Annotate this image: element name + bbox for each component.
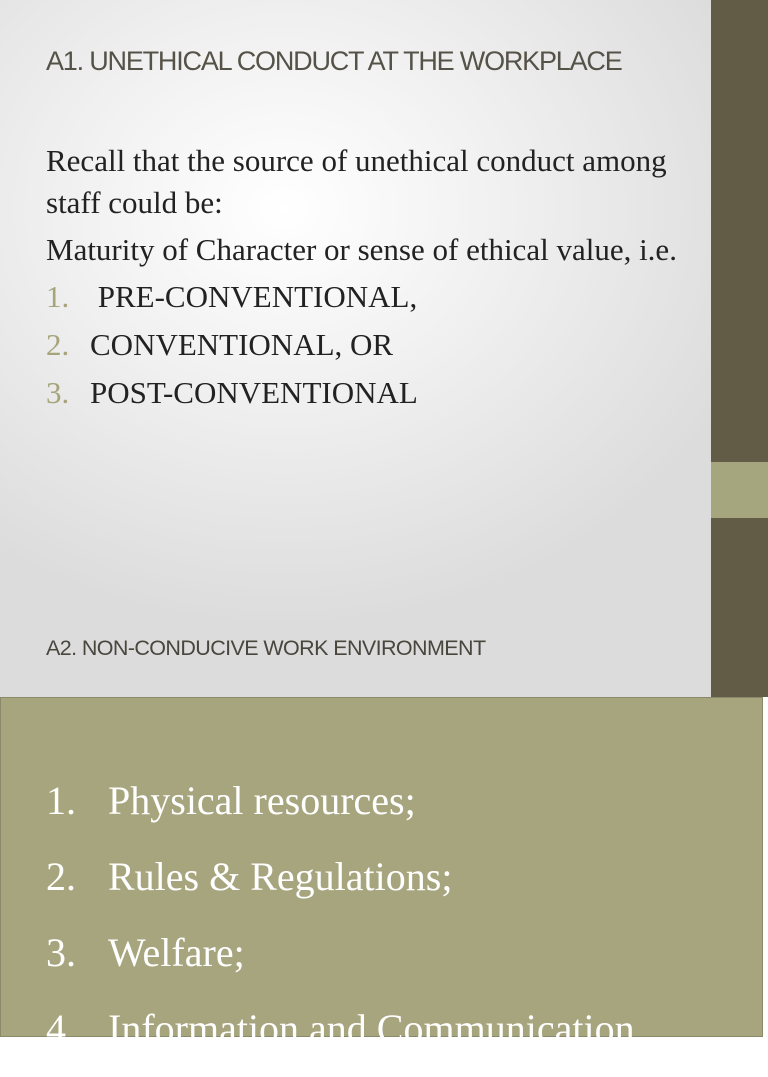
slide-1-title: A1. UNETHICAL CONDUCT AT THE WORKPLACE — [46, 46, 622, 76]
body-paragraph: Maturity of Character or sense of ethical value, i.e. — [46, 232, 677, 267]
list-text: Welfare; — [108, 930, 245, 975]
list-number: 4. — [46, 1006, 76, 1051]
conventional-levels-list — [46, 276, 696, 420]
slide-sidebar-accent — [711, 462, 768, 518]
list-item — [46, 849, 635, 925]
list-number: 2. — [46, 854, 76, 899]
list-text: PRE-CONVENTIONAL, — [90, 279, 418, 314]
slide-sidebar — [711, 0, 768, 697]
slide-1-body — [46, 140, 696, 420]
list-number: 2. — [46, 327, 70, 362]
list-item — [46, 773, 635, 849]
environment-factors-list — [46, 773, 635, 1077]
list-text: POST-CONVENTIONAL — [90, 375, 418, 410]
list-item — [46, 276, 696, 324]
list-number: 1. — [46, 279, 70, 314]
slide-2-title: A2. NON-CONDUCIVE WORK ENVIRONMENT — [46, 636, 486, 660]
list-item — [46, 372, 696, 420]
list-number: 3. — [46, 930, 76, 975]
body-paragraph: Recall that the source of unethical conduct among staff could be: — [46, 143, 667, 220]
list-item — [46, 925, 635, 1001]
list-text: Physical resources; — [108, 778, 416, 823]
list-item — [46, 324, 696, 372]
list-text: CONVENTIONAL, OR — [90, 327, 394, 362]
list-text: Information and Communication — [108, 1006, 635, 1051]
list-text: Rules & Regulations; — [108, 854, 453, 899]
list-number: 1. — [46, 778, 76, 823]
list-item — [46, 1001, 635, 1077]
list-number: 3. — [46, 375, 70, 410]
